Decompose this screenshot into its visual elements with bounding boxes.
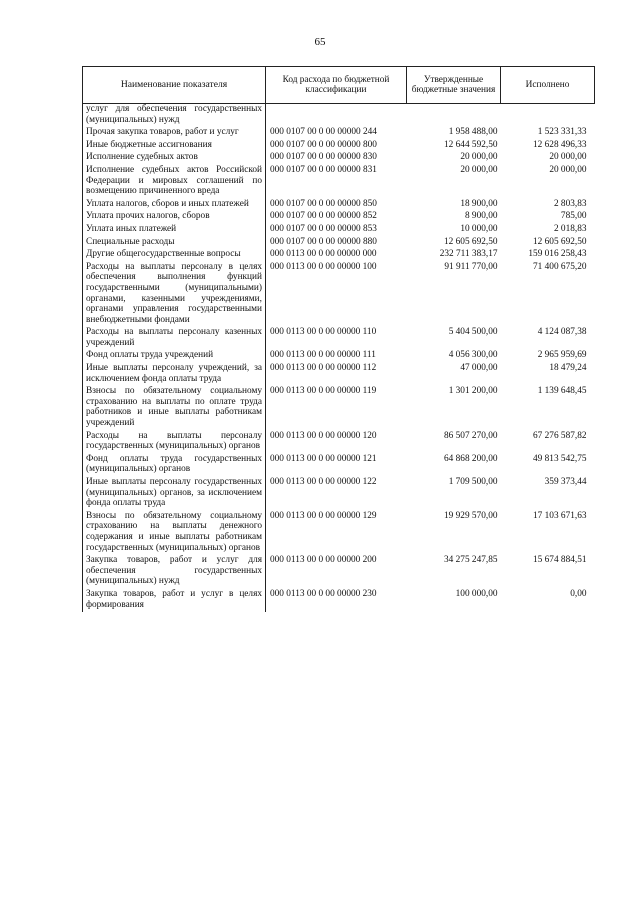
row-executed: 1 139 648,45 [537, 386, 587, 397]
table-row [83, 454, 595, 477]
page-number: 65 [314, 36, 326, 48]
row-executed: 12 605 692,50 [533, 236, 587, 247]
row-code: 000 0113 00 0 00 00000 100 [270, 261, 377, 272]
row-approved: 232 711 383,17 [439, 249, 498, 260]
row-executed: 18 479,24 [549, 363, 587, 374]
row-approved: 20 000,00 [460, 152, 498, 163]
row-approved: 86 507 270,00 [444, 430, 498, 441]
row-name: Уплата иных платежей [83, 224, 266, 237]
row-name: Закупка товаров, работ и услуг в целях формирования [83, 589, 266, 612]
row-code: 000 0113 00 0 00 00000 129 [270, 510, 377, 521]
table-row [83, 104, 595, 128]
row-approved: 18 900,00 [460, 198, 498, 209]
row-approved: 10 000,00 [460, 223, 498, 234]
table-row [83, 249, 595, 262]
row-name: услуг для обеспечения государственных (муниципальных) нужд [83, 104, 266, 128]
row-approved: 12 605 692,50 [444, 236, 498, 247]
header-executed: Исполнено [501, 67, 595, 104]
row-code: 000 0113 00 0 00 00000 122 [270, 477, 377, 487]
table-row [83, 165, 595, 199]
row-name: Взносы по обязательному социальному страхованию на выплаты по оплате труда работников и иные выплаты работникам учреждений [83, 386, 266, 430]
row-approved [407, 104, 501, 128]
row-code: 000 0113 00 0 00 00000 120 [270, 430, 377, 441]
row-name: Иные выплаты персоналу государственных (муниципальных) органов, за исключением фонда оплаты труда [83, 477, 266, 511]
table-row [83, 262, 595, 328]
row-executed: 359 373,44 [544, 477, 587, 487]
row-name: Исполнение судебных актов [83, 152, 266, 165]
table-row [83, 386, 595, 430]
row-name: Исполнение судебных актов Российской Федерации и мировых соглашений по возмещению причиненного вреда [83, 165, 266, 199]
header-code: Код расхода по бюджетной классификации [266, 67, 407, 104]
row-executed: 785,00 [560, 211, 587, 222]
table-body [83, 104, 595, 613]
table-row [83, 327, 595, 350]
row-executed: 159 016 258,43 [528, 249, 587, 260]
row-name: Фонд оплаты труда государственных (муниципальных) органов [83, 454, 266, 477]
row-name: Прочая закупка товаров, работ и услуг [83, 127, 266, 140]
row-executed: 4 124 087,38 [537, 327, 587, 338]
row-executed: 71 400 675,20 [533, 261, 587, 272]
row-code: 000 0113 00 0 00 00000 111 [270, 350, 376, 361]
table-row [83, 477, 595, 511]
row-executed: 1 523 331,33 [537, 127, 587, 138]
row-name: Расходы на выплаты персоналу казенных учреждений [83, 327, 266, 350]
row-executed: 20 000,00 [549, 152, 587, 163]
row-code: 000 0113 00 0 00 00000 112 [270, 363, 377, 374]
table-row [83, 127, 595, 140]
row-approved: 19 929 570,00 [444, 510, 498, 521]
row-approved: 47 000,00 [460, 363, 498, 374]
row-executed: 17 103 671,63 [533, 510, 587, 521]
row-executed: 2 965 959,69 [537, 350, 587, 361]
row-name: Закупка товаров, работ и услуг для обеспечения государственных (муниципальных) нужд [83, 555, 266, 589]
row-code: 000 0113 00 0 00 00000 119 [270, 386, 377, 397]
table-row [83, 350, 595, 363]
row-approved: 12 644 592,50 [444, 139, 498, 150]
row-code: 000 0113 00 0 00 00000 200 [270, 555, 377, 566]
row-name: Уплата прочих налогов, сборов [83, 211, 266, 224]
budget-execution-table [82, 66, 595, 612]
row-name: Другие общегосударственные вопросы [83, 249, 266, 262]
row-approved: 1 709 500,00 [448, 477, 498, 487]
row-approved: 91 911 770,00 [444, 261, 498, 272]
header-approved: Утвержденные бюджетные значения [407, 67, 501, 104]
row-approved: 4 056 300,00 [448, 350, 498, 361]
row-code: 000 0107 00 0 00 00000 244 [270, 127, 377, 138]
row-code [266, 104, 407, 128]
row-code: 000 0107 00 0 00 00000 850 [270, 198, 377, 209]
row-code: 000 0107 00 0 00 00000 830 [270, 152, 377, 163]
row-code: 000 0113 00 0 00 00000 121 [270, 453, 377, 464]
row-executed [501, 104, 595, 128]
row-name: Уплата налогов, сборов и иных платежей [83, 199, 266, 212]
table-row [83, 431, 595, 454]
row-approved: 5 404 500,00 [448, 327, 498, 338]
table-row [83, 589, 595, 612]
header-name: Наименование показателя [83, 67, 266, 104]
row-executed: 67 276 587,82 [533, 430, 587, 441]
row-executed: 49 813 542,75 [533, 453, 587, 464]
table-row [83, 140, 595, 153]
row-code: 000 0107 00 0 00 00000 800 [270, 139, 377, 150]
row-name: Иные бюджетные ассигнования [83, 140, 266, 153]
row-executed: 12 628 496,33 [533, 139, 587, 150]
row-code: 000 0107 00 0 00 00000 880 [270, 236, 377, 247]
row-approved: 20 000,00 [460, 164, 498, 175]
row-code: 000 0113 00 0 00 00000 000 [270, 249, 377, 260]
row-code: 000 0113 00 0 00 00000 110 [270, 327, 377, 338]
row-approved: 34 275 247,85 [444, 555, 498, 566]
row-code: 000 0107 00 0 00 00000 852 [270, 211, 377, 222]
row-name: Фонд оплаты труда учреждений [83, 350, 266, 363]
table-row [83, 363, 595, 386]
row-approved: 1 958 488,00 [448, 127, 498, 138]
row-code: 000 0107 00 0 00 00000 831 [270, 164, 377, 175]
row-approved: 8 900,00 [464, 211, 498, 222]
row-name: Иные выплаты персоналу учреждений, за исключением фонда оплаты труда [83, 363, 266, 386]
table-row [83, 237, 595, 250]
row-approved: 64 868 200,00 [444, 453, 498, 464]
table-row [83, 152, 595, 165]
row-name: Взносы по обязательному социальному страхованию на выплаты денежного содержания и иные выплаты работникам государственных (муниципальных) органов [83, 511, 266, 555]
table-row [83, 199, 595, 212]
table-row [83, 211, 595, 224]
row-name: Расходы на выплаты персоналу государственных (муниципальных) органов [83, 431, 266, 454]
row-approved: 1 301 200,00 [448, 386, 498, 397]
row-code: 000 0107 00 0 00 00000 853 [270, 223, 377, 234]
row-name: Расходы на выплаты персоналу в целях обеспечения выполнения функций государственными (муниципальными) органами, казенными учреждениями, органами управления государственными внебюджетными фондами [83, 262, 266, 328]
row-executed: 2 018,83 [553, 223, 587, 234]
row-code: 000 0113 00 0 00 00000 230 [270, 588, 377, 599]
row-executed: 0,00 [570, 588, 587, 599]
table-row [83, 511, 595, 555]
row-name: Специальные расходы [83, 237, 266, 250]
row-approved: 100 000,00 [455, 588, 498, 599]
row-executed: 2 803,83 [553, 198, 587, 209]
row-executed: 15 674 884,51 [533, 555, 587, 566]
table-header [83, 67, 595, 104]
table-row [83, 224, 595, 237]
row-executed: 20 000,00 [549, 164, 587, 175]
table-row [83, 555, 595, 589]
